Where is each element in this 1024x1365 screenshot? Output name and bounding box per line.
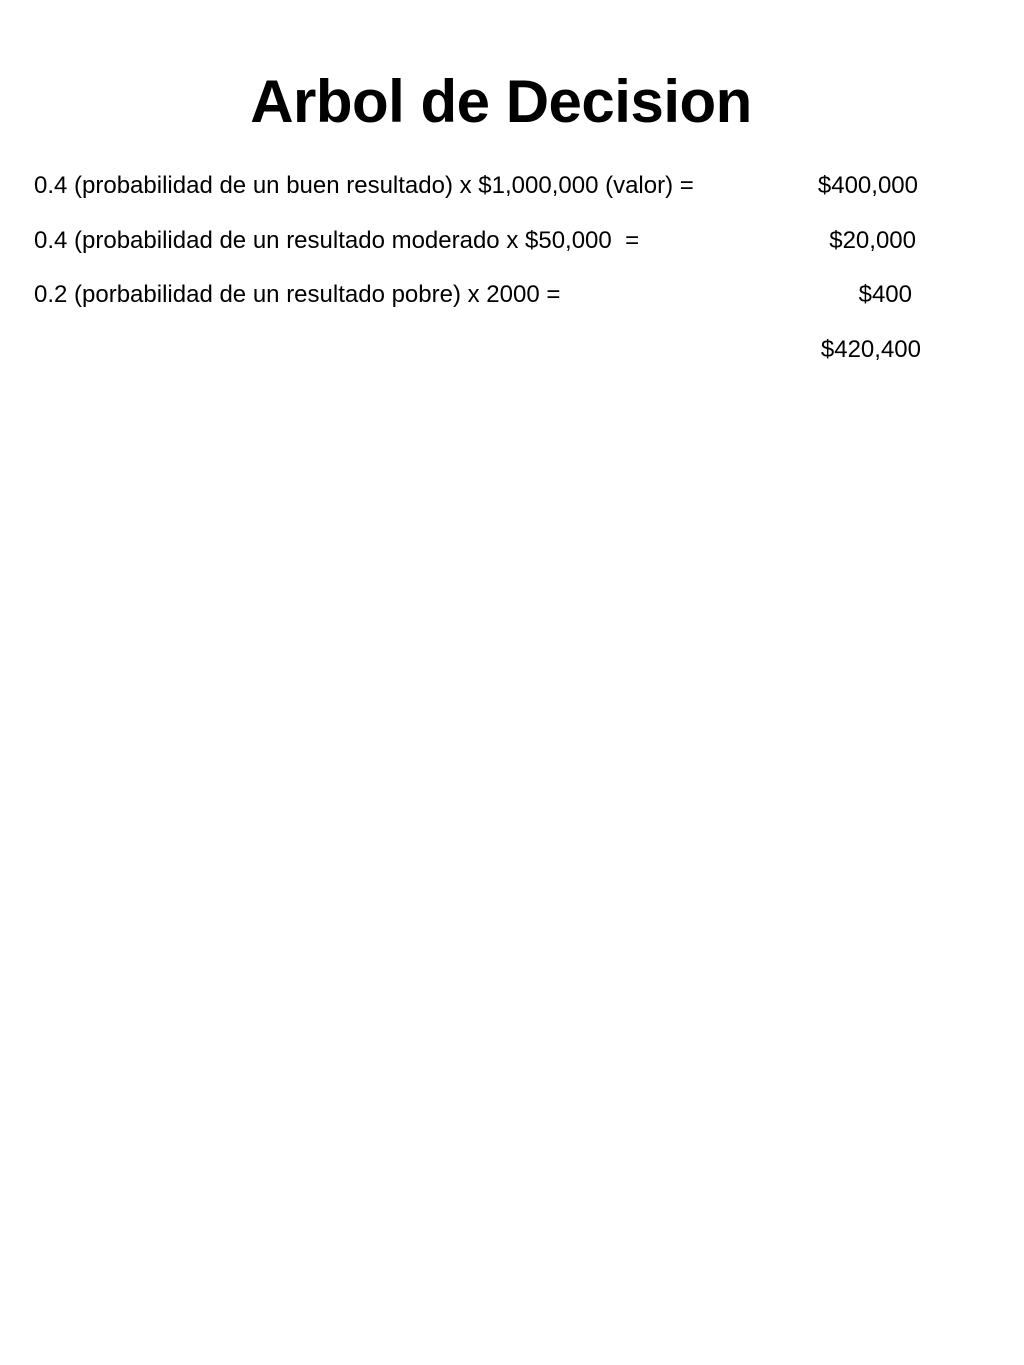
- calc-row-3-value: $400: [858, 281, 912, 308]
- calc-total-value: $420,400: [820, 336, 921, 363]
- calc-row-1-value: $400,000: [817, 172, 918, 199]
- calc-row-2-text: 0.4 (probabilidad de un resultado moderado x $50,000 =: [34, 227, 640, 254]
- calc-row-1-text: 0.4 (probabilidad de un buen resultado) x $1,000,000 (valor) =: [34, 172, 694, 199]
- slide-title: Arbol de Decision: [250, 68, 752, 135]
- calc-row-3-text: 0.2 (porbabilidad de un resultado pobre) x 2000 =: [34, 281, 561, 308]
- calc-row-2-value: $20,000: [829, 227, 916, 254]
